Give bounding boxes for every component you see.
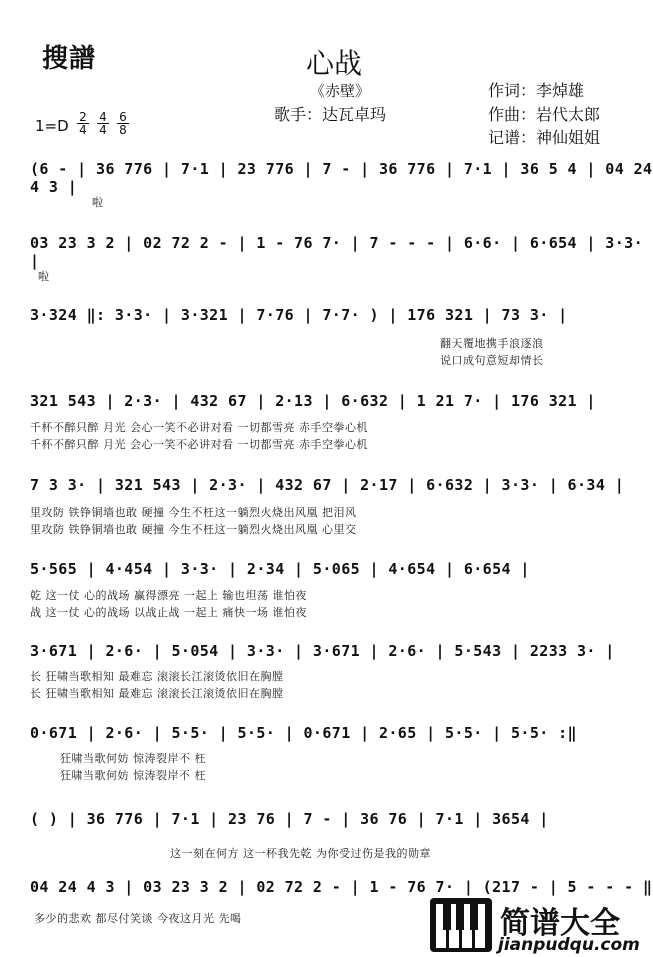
song-source: 《赤壁》 xyxy=(310,82,371,100)
watermark-url: jianpudqu.com xyxy=(498,935,640,955)
composer-credit: 作曲：岩代太郎 xyxy=(488,105,601,124)
score-system: 3·324 ‖: 3·3· | 3·321 | 7·76 | 7·7· ) | 176 321 | 73 3· | xyxy=(30,306,568,324)
lyric-line: 狂啸当歌何妨 惊涛裂岸不 枉 xyxy=(60,752,206,765)
score-system: 03 23 3 2 | 02 72 2 - | 1 - 76 7· | 7 - - - | 6·6· | 6·654 | 3·3· | xyxy=(30,234,643,270)
lyric-line: 长 狂啸当歌相知 最难忘 滚滚长江滚烫依旧在胸膛 xyxy=(30,670,284,683)
time-signature xyxy=(97,111,109,136)
lyric-line: 战 这一仗 心的战场 以战止战 一起上 痛快一场 谁怕夜 xyxy=(30,606,307,619)
lyric-line: 啦 xyxy=(38,270,50,283)
lyric-line: 千杯不醉只醉 月光 会心一笑不必讲对看 一切都雪亮 赤手空拳心机 xyxy=(30,421,368,434)
time-signature xyxy=(117,111,129,136)
score-system: 3·671 | 2·6· | 5·054 | 3·3· | 3·671 | 2·6· | 5·543 | 2233 3· | xyxy=(30,642,615,660)
score-system: 5·565 | 4·454 | 3·3· | 2·34 | 5·065 | 4·654 | 6·654 | xyxy=(30,560,530,578)
meter-numerator: 2 xyxy=(79,110,87,124)
score-system: (6 - | 36 776 | 7·1 | 23 776 | 7 - | 36 776 | 7·1 | 36 5 4 | 04 24 4 3 | xyxy=(30,160,653,196)
logo-text: 搜譜 xyxy=(42,44,97,74)
meter-numerator: 4 xyxy=(99,110,107,124)
singer-credit: 歌手：达瓦卓玛 xyxy=(274,105,387,124)
meter-numerator: 6 xyxy=(119,110,127,124)
transcriber-credit: 记谱：神仙姐姐 xyxy=(488,128,601,147)
key-signature: 1=D xyxy=(35,117,69,135)
meter-denominator: 4 xyxy=(77,123,89,136)
score-system: ( ) | 36 776 | 7·1 | 23 76 | 7 - | 36 76 | 7·1 | 3654 | xyxy=(30,810,549,828)
lyric-line: 里攻防 铁铮铜墙也敢 硬撞 今生不枉这一躺烈火烧出风凰 把泪风 xyxy=(30,506,357,519)
lyric-line: 说口成句意短却情长 xyxy=(440,354,544,367)
score-system: 0·671 | 2·6· | 5·5· | 5·5· | 0·671 | 2·65 | 5·5· | 5·5· :‖ xyxy=(30,724,577,742)
score-system: 7 3 3· | 321 543 | 2·3· | 432 67 | 2·17 | 6·632 | 3·3· | 6·34 | xyxy=(30,476,625,494)
time-signature xyxy=(77,111,89,136)
score-system: 321 543 | 2·3· | 432 67 | 2·13 | 6·632 | 1 21 7· | 176 321 | xyxy=(30,392,596,410)
lyric-line: 啦 xyxy=(92,196,104,209)
meter-denominator: 8 xyxy=(117,123,129,136)
meter-denominator: 4 xyxy=(97,123,109,136)
song-title: 心战 xyxy=(306,47,363,80)
lyric-line: 长 狂啸当歌相知 最难忘 滚滚长江滚烫依旧在胸膛 xyxy=(30,687,284,700)
lyric-line: 多少的悲欢 都尽付笑谈 今夜这月光 先喝 xyxy=(34,912,242,925)
lyric-line: 这一刻在何方 这一杯我先乾 为你受过伤是我的勋章 xyxy=(170,847,431,860)
lyricist-credit: 作词：李焯雄 xyxy=(488,81,585,100)
lyric-line: 翻天覆地携手浪逐浪 xyxy=(440,337,544,350)
site-logo xyxy=(42,38,96,75)
lyric-line: 里攻防 铁铮铜墙也敢 硬撞 今生不枉这一躺烈火烧出风凰 心里交 xyxy=(30,523,357,536)
lyric-line: 乾 这一仗 心的战场 赢得漂亮 一起上 输也坦荡 谁怕夜 xyxy=(30,589,307,602)
watermark-title: 简谱大全 xyxy=(500,906,620,941)
lyric-line: 狂啸当歌何妨 惊涛裂岸不 枉 xyxy=(60,769,206,782)
lyric-line: 千杯不醉只醉 月光 会心一笑不必讲对看 一切都雪亮 赤手空拳心机 xyxy=(30,438,368,451)
score-system: 04 24 4 3 | 03 23 3 2 | 02 72 2 - | 1 - 76 7· | (217 - | 5 - - - ‖ xyxy=(30,878,653,896)
